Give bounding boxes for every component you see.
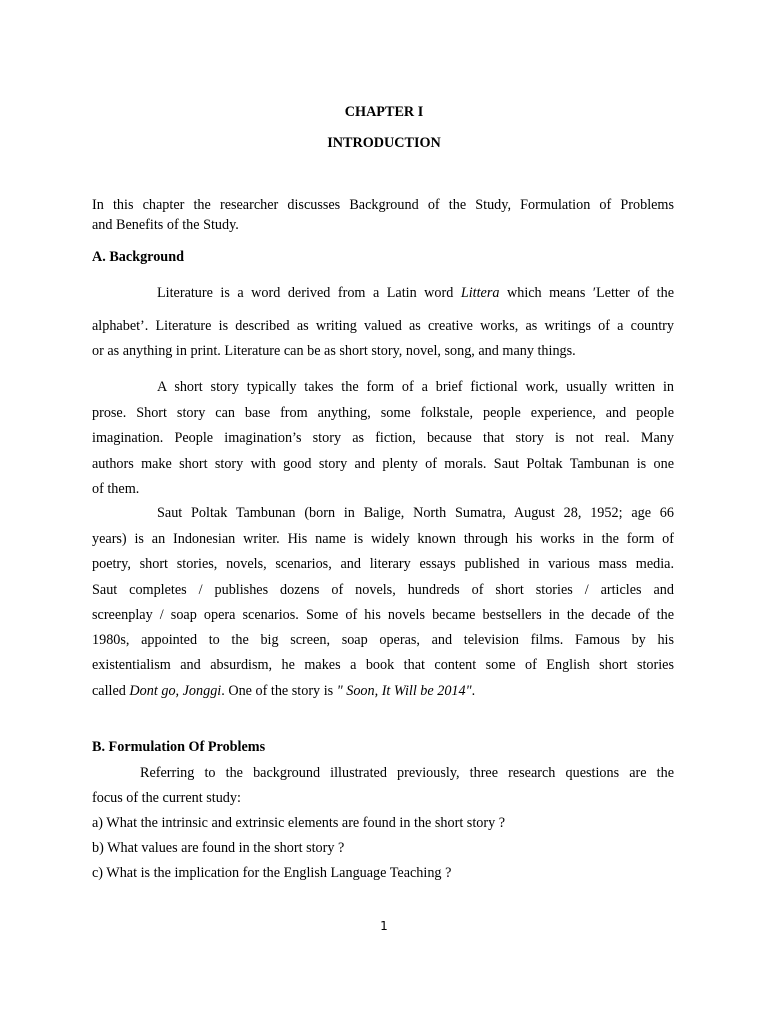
background-p3-line-8: called Dont go, Jonggi. One of the story is " Soon, It Will be 2014". — [92, 683, 476, 699]
background-p3-line-7: existentialism and absurdism, he makes a book that content some of English short stories — [92, 657, 674, 673]
background-p2-line-3: imagination. People imagination’s story as fiction, because that story is not real. Many — [92, 430, 674, 446]
background-p2-line-2: prose. Short story can base from anything, some folkstale, people experience, and people — [92, 405, 674, 421]
background-p1-line-1: Literature is a word derived from a Latin word Littera which means ʹLetter of the — [157, 285, 675, 301]
background-p1-line-3: or as anything in print. Literature can be as short story, novel, song, and many things. — [92, 343, 576, 359]
background-p2-line-4: authors make short story with good story and plenty of morals. Saut Poltak Tambunan is one — [92, 456, 674, 472]
background-p1-line-2: alphabet’. Literature is described as writing valued as creative works, as writings of a country — [92, 318, 674, 334]
background-p2-line-1: A short story typically takes the form of a brief fictional work, usually written in — [157, 379, 674, 395]
intro-line-2: and Benefits of the Study. — [92, 217, 239, 233]
background-p3-line-2: years) is an Indonesian writer. His name is widely known through his works in the form of — [92, 531, 674, 547]
intro-line-1: In this chapter the researcher discusses Background of the Study, Formulation of Problems — [92, 197, 674, 213]
problems-p1-line-1: Referring to the background illustrated previously, three research questions are the — [140, 765, 674, 781]
background-p3-line-6: 1980s, appointed to the big screen, soap operas, and television films. Famous by his — [92, 632, 674, 648]
section-b-heading: B. Formulation Of Problems — [92, 739, 266, 755]
question-c: c) What is the implication for the English Language Teaching ? — [92, 865, 452, 881]
section-a-heading: A. Background — [92, 249, 184, 265]
chapter-label: CHAPTER I — [344, 104, 424, 120]
question-a: a) What the intrinsic and extrinsic elements are found in the short story ? — [92, 815, 506, 831]
chapter-title: INTRODUCTION — [327, 135, 441, 151]
problems-p1-line-2: focus of the current study: — [92, 790, 241, 806]
background-p3-line-5: screenplay / soap opera scenarios. Some of his novels became bestsellers in the decade of the — [92, 607, 674, 623]
background-p3-line-4: Saut completes / publishes dozens of novels, hundreds of short stories / articles and — [92, 582, 674, 598]
background-p3-line-1: Saut Poltak Tambunan (born in Balige, North Sumatra, August 28, 1952; age 66 — [157, 505, 674, 521]
question-b: b) What values are found in the short story ? — [92, 840, 345, 856]
background-p2-line-5: of them. — [92, 481, 140, 497]
background-p3-line-3: poetry, short stories, novels, scenarios, and literary essays published in various mass media. — [92, 556, 674, 572]
page-number: 1 — [380, 919, 388, 933]
